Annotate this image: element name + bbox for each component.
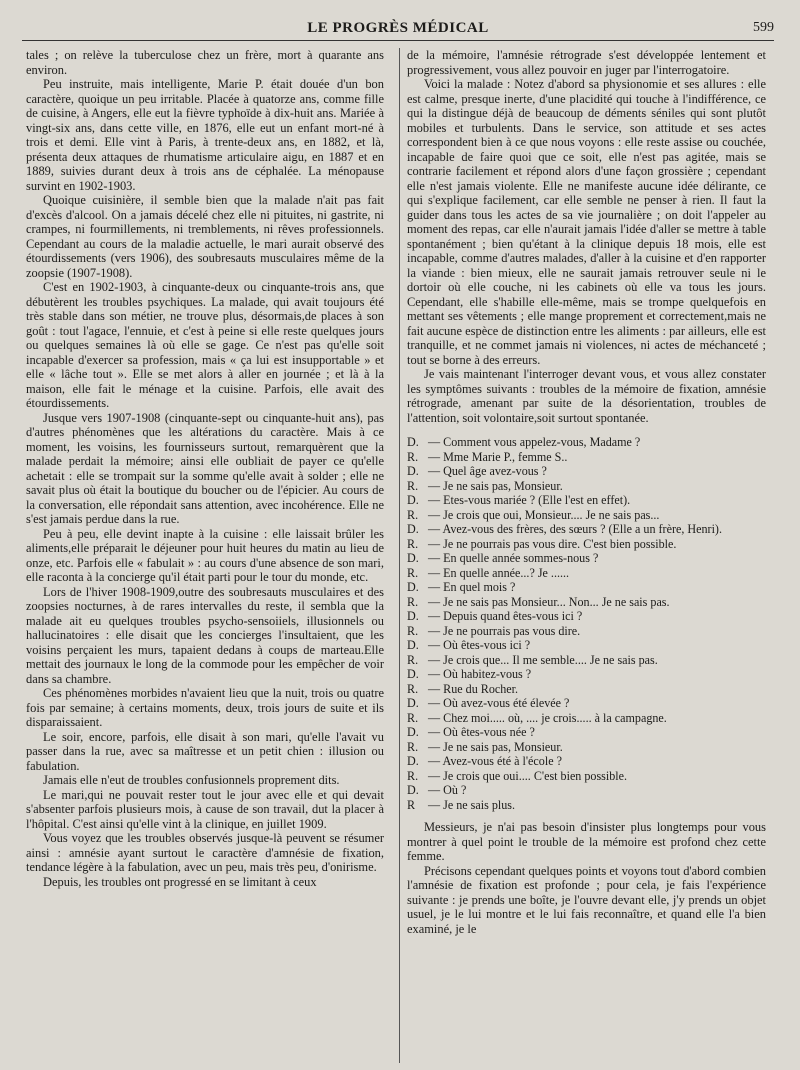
dialogue-line <box>407 609 766 624</box>
paragraph: Jamais elle n'eut de troubles confusionnels proprement dits. <box>43 773 340 787</box>
paragraph: Voici la malade : Notez d'abord sa physionomie et ses allures : elle est calme, presque inerte, d'une placidité qui touche à l'indifférence, ce qui la distingue déjà de beaucoup de déments séniles qui sont plutôt mobiles et turbulents. Dans le service, son attitude et ses actes correspondent bien à ce que nous voyons : elle reste assise ou couchée, incapable de faire quoi que ce soit, elle n'est pas agitée, mais se contrarie facilement et répond alors d'une façon grossière ; cependant elle n'est jamais violente. Elle ne manifeste aucune idée délirante, ce qui s'explique facilement, car elle semble ne penser à rien. Il faut la guider dans tous les actes de sa vie journalière ; on doit l'appeler au moment des repas, car elle n'aurait jamais l'idée d'aller se mettre à table spontanément ; bien qu'étant à la clinique depuis 18 mois, elle est incapable, comme d'autres malades, d'aller à la cuisine et d'en rapporter la viande : bien mieux, elle ne saurait jamais retrouver seule ni le dortoir où elle couche, ni les cabinets où elle va tous les jours. Cependant, elle s'habille elle-même, mais se trompe quelquefois en mettant ses vêtements ; elle mange proprement et correctement,mais ne fait aucune espèce de distinction entre les aliments : par ailleurs, elle est tranquille, et ne commet jamais ni violences, ni actes de méchanceté ; tout se borne à des erreurs. <box>407 77 766 367</box>
utterance: — Je crois que... Il me semble.... Je ne sais pas. <box>428 652 658 667</box>
speaker: R. <box>407 681 419 696</box>
page-header <box>22 14 774 41</box>
utterance: — Chez moi..... où, .... je crois..... à la campagne. <box>428 710 667 725</box>
paragraph: Peu à peu, elle devint inapte à la cuisine : elle laissait brûler les aliments,elle préparait le déjeuner pour huit heures du matin au lieu de onze, etc. Parfois elle « fabulait » : au cours d'une absence de son mari, elle raconta à la concierge qu'il était parti pour le tour du monde, etc. <box>26 526 384 584</box>
utterance: — Mme Marie P., femme S.. <box>428 449 568 464</box>
dialogue-line <box>407 450 766 465</box>
speaker: D. <box>407 754 419 768</box>
utterance: — En quel mois ? <box>428 580 516 594</box>
utterance: — Je ne pourrais pas vous dire. <box>428 623 581 638</box>
utterance: — Etes-vous mariée ? (Elle l'est en effet). <box>428 493 631 507</box>
utterance: — Depuis quand êtes-vous ici ? <box>428 609 583 623</box>
utterance: — Je ne sais pas, Monsieur. <box>428 739 563 754</box>
speaker: R. <box>407 652 419 667</box>
dialogue-line <box>407 711 766 726</box>
utterance: — Où êtes-vous ici ? <box>428 638 531 652</box>
dialogue-line <box>407 682 766 697</box>
dialogue-line <box>407 464 766 479</box>
speaker: D. <box>407 493 419 507</box>
dialogue-line <box>407 740 766 755</box>
dialogue-line <box>407 696 766 711</box>
speaker: R. <box>407 565 419 580</box>
speaker: D. <box>407 696 419 710</box>
paragraph: Jusque vers 1907-1908 (cinquante-sept ou cinquante-huit ans), pas d'autres phénomènes que les altérations du caractère. Mais à ce moment, les voisins, les fournisseurs surtout, remarquèrent que la malade perdait la mémoire; ainsi elle oubliait de payer ce qu'elle achetait : elle se trompait sur la somme qu'elle avait à solder ; elle ne savait plus où était la boutique du boucher ou de l'épicier. Au cours de la conversation, elle répondait sans attention, avec incohérence. Elle ne s'est jamais perdue dans la rue. <box>26 410 384 526</box>
dialogue-line <box>407 783 766 798</box>
paragraph: Messieurs, je n'ai pas besoin d'insister plus longtemps pour vous montrer à quel point le trouble de la mémoire est profond chez cette femme. <box>407 820 766 863</box>
paragraph: de la mémoire, l'amnésie rétrograde s'est développée lentement et progressivement, vous allez pouvoir en juger par l'interrogatoire. <box>407 48 766 77</box>
paragraph: Je vais maintenant l'interroger devant vous, et vous allez constater les symptômes suivants : troubles de la mémoire de fixation, amnésie rétrograde, amenant par suite de la désorientation, troubles de l'attention, soit volontaire,soit surtout spontanée. <box>407 367 766 425</box>
speaker: R. <box>407 768 419 783</box>
speaker: R. <box>407 536 419 551</box>
dialogue-line <box>407 435 766 450</box>
speaker: D. <box>407 783 419 797</box>
utterance: — Où ? <box>428 783 467 797</box>
dialogue-line <box>407 667 766 682</box>
journal-title: LE PROGRÈS MÉDICAL <box>307 20 489 36</box>
interrogation-dialogue <box>407 435 766 812</box>
utterance: — Avez-vous des frères, des sœurs ? (Elle a un frère, Henri). <box>428 522 722 536</box>
paragraph: Lors de l'hiver 1908-1909,outre des soubresauts musculaires et des zoopsies nocturnes, à de rares intervalles du reste, il sembla que la malade ait eu quelques troubles psycho-sensoiiels, illusionnels ou hallucinatoires : elle disait que les concierges l'insultaient, que les voisins perçaient les murs, tapaient dedans à coups de marteau.Elle mettait des journaux le long de la commode pour les empêcher de voir dans sa chambre. <box>26 584 384 686</box>
speaker: D. <box>407 638 419 652</box>
speaker: D. <box>407 435 419 449</box>
speaker: R. <box>407 739 419 754</box>
dialogue-line <box>407 566 766 581</box>
speaker: R. <box>407 710 419 725</box>
speaker: D. <box>407 667 419 681</box>
utterance: — Avez-vous été à l'école ? <box>428 754 562 768</box>
right-column <box>407 48 766 1064</box>
speaker: D. <box>407 580 419 594</box>
dialogue-line <box>407 595 766 610</box>
paragraph: C'est en 1902-1903, à cinquante-deux ou cinquante-trois ans, que débutèrent les troubles psychiques. La malade, qui avait toujours été très stable dans son métier, ne trouve plus, désormais,de places à son goût : tout l'agace, l'ennuie, et c'est à peine si elle reste quelques jours ou quelques semaines là où elle se gage. Ce n'est pas qu'elle soit incapable d'exercer sa profession, mais « ça lui est insupportable » et elle « lâche tout ». Elle se met alors à aller en journée ; et là à la maison, elle fait le ménage et la cuisine. Parfois, elle avait des étourdissements. <box>26 280 384 410</box>
dialogue-line <box>407 580 766 595</box>
dialogue-line <box>407 769 766 784</box>
dialogue-line <box>407 493 766 508</box>
utterance: — Je crois que oui.... C'est bien possible. <box>428 768 628 783</box>
paragraph: Peu instruite, mais intelligente, Marie P. était douée d'un bon caractère, quoique un peu irritable. Placée à quatorze ans, comme fille de cuisine, à Angers, elle eut la fièvre typhoïde à dix-huit ans. Mariée à vingt-six ans, dans cette ville, en 1876, elle eut un enfant mort-né à trois et demi. Elle vint à Paris, à trente-deux ans, en 1882, et là, présenta deux attaques de rhumatisme articulaire aigu, en 1887 et en 1889, suivies durant deux à trois ans de céphalée. La ménopause survint en 1902-1903. <box>26 77 384 193</box>
speaker: D. <box>407 725 419 739</box>
dialogue-line <box>407 479 766 494</box>
paragraph: Ces phénomènes morbides n'avaient lieu que la nuit, trois ou quatre fois par semaine; à certains moments, deux, trois jours de suite et ils disparaissaient. <box>26 686 384 729</box>
paragraph: Le soir, encore, parfois, elle disait à son mari, qu'elle l'avait vu passer dans la rue, avec sa maîtresse et un petit chien : illusion ou fabulation. <box>26 729 384 773</box>
column-divider <box>399 48 400 1063</box>
dialogue-line <box>407 638 766 653</box>
paragraph: Quoique cuisinière, il semble bien que la malade n'ait pas fait d'excès d'alcool. On a jamais décelé chez elle ni pituites, ni gastrite, ni crampes, ni fourmillements, ni tremblements, ni rêves professionnels. Cependant au cours de la maladie actuelle, le mari aurait observé des étourdissements (vers 1906), des soubresauts musculaires même de la zoopsie (1907-1908). <box>26 193 384 280</box>
utterance: — Comment vous appelez-vous, Madame ? <box>428 435 641 449</box>
utterance: — Je ne sais plus. <box>428 797 516 812</box>
dialogue-line <box>407 522 766 537</box>
dialogue-line <box>407 653 766 668</box>
utterance: — Je ne sais pas Monsieur... Non... Je ne sais pas. <box>428 594 670 609</box>
speaker: R. <box>407 449 419 464</box>
speaker: R <box>407 797 416 812</box>
dialogue-line <box>407 551 766 566</box>
paragraph: Le mari,qui ne pouvait rester tout le jour avec elle et qui devait s'absenter parfois plusieurs mois, à cause de son travail, dut la placer à l'hôpital. C'est ainsi qu'elle vint à la clinique, en juillet 1909. <box>26 787 384 831</box>
utterance: — Où avez-vous été élevée ? <box>428 696 570 710</box>
speaker: R. <box>407 594 419 609</box>
utterance: — Où êtes-vous née ? <box>428 725 535 739</box>
utterance: — Quel âge avez-vous ? <box>428 464 547 478</box>
speaker: D. <box>407 609 419 623</box>
dialogue-line <box>407 537 766 552</box>
dialogue-line <box>407 754 766 769</box>
paragraph: tales ; on relève la tuberculose chez un frère, mort à quarante ans environ. <box>26 48 384 77</box>
dialogue-line <box>407 798 766 813</box>
paragraph: Précisons cependant quelques points et voyons tout d'abord combien l'amnésie de fixation est profonde ; pour cela, je fais l'expérience suivante : je prends une boîte, je l'ouvre devant elle, j'y prends un objet usuel, je le lui montre et le lui fais reconnaître, et quand elle l'a bien examiné, je le <box>407 863 766 936</box>
speaker: R. <box>407 478 419 493</box>
speaker: R. <box>407 507 419 522</box>
utterance: — En quelle année sommes-nous ? <box>428 551 599 565</box>
paragraph: Vous voyez que les troubles observés jusque-là peuvent se résumer ainsi : amnésie ayant surtout le caractère d'amnésie de fixation, tendance légère à la fabulation, avec un peu, mais très peu, d'onirisme. <box>26 831 384 874</box>
dialogue-line <box>407 624 766 639</box>
utterance: — Rue du Rocher. <box>428 681 519 696</box>
speaker: D. <box>407 464 419 478</box>
utterance: — Où habitez-vous ? <box>428 667 532 681</box>
speaker: D. <box>407 551 419 565</box>
utterance: — Je ne pourrais pas vous dire. C'est bien possible. <box>428 536 677 551</box>
paragraph: Depuis, les troubles ont progressé en se limitant à ceux <box>43 874 317 889</box>
utterance: — Je ne sais pas, Monsieur. <box>428 478 563 493</box>
left-column <box>26 48 384 1064</box>
speaker: D. <box>407 522 419 536</box>
page-number: 599 <box>753 20 774 35</box>
utterance: — Je crois que oui, Monsieur.... Je ne sais pas... <box>428 507 660 522</box>
dialogue-line <box>407 725 766 740</box>
dialogue-line <box>407 508 766 523</box>
speaker: R. <box>407 623 419 638</box>
utterance: — En quelle année...? Je ...... <box>428 565 570 580</box>
